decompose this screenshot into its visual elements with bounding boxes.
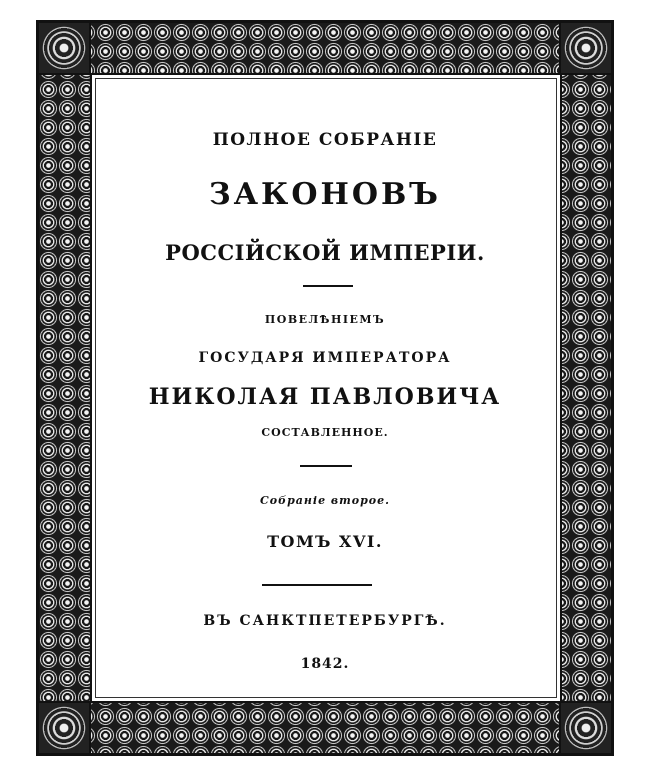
corner-ornament-bottom-right <box>559 701 613 755</box>
heading-complete-collection: ПОЛНОЕ СОБРАНІЕ <box>212 130 438 150</box>
divider-rule-3 <box>262 584 372 586</box>
year-line: 1842. <box>300 656 350 672</box>
divider-rule-2 <box>300 465 352 467</box>
corner-ornament-top-right <box>559 21 613 75</box>
compiled-line: СОСТАВЛЕННОЕ. <box>261 426 389 439</box>
collection-line: Собраніе второе. <box>260 494 390 507</box>
title-russian-empire: РОССІЙСКОЙ ИМПЕРІИ. <box>165 240 485 265</box>
corner-ornament-bottom-left <box>37 701 91 755</box>
by-order-line: ПОВЕЛѢНІЕМЪ <box>264 313 386 326</box>
divider-rule-1 <box>303 285 353 287</box>
title-laws: ЗАКОНОВЪ <box>208 177 442 212</box>
sovereign-line: ГОСУДАРЯ ИМПЕРАТОРА <box>198 350 452 366</box>
corner-ornament-top-left <box>37 21 91 75</box>
place-line: ВЪ САНКТПЕТЕРБУРГѢ. <box>203 613 447 629</box>
volume-line: ТОМЪ XVI. <box>267 532 383 551</box>
emperor-name: НИКОЛАЯ ПАВЛОВИЧА <box>148 384 502 410</box>
